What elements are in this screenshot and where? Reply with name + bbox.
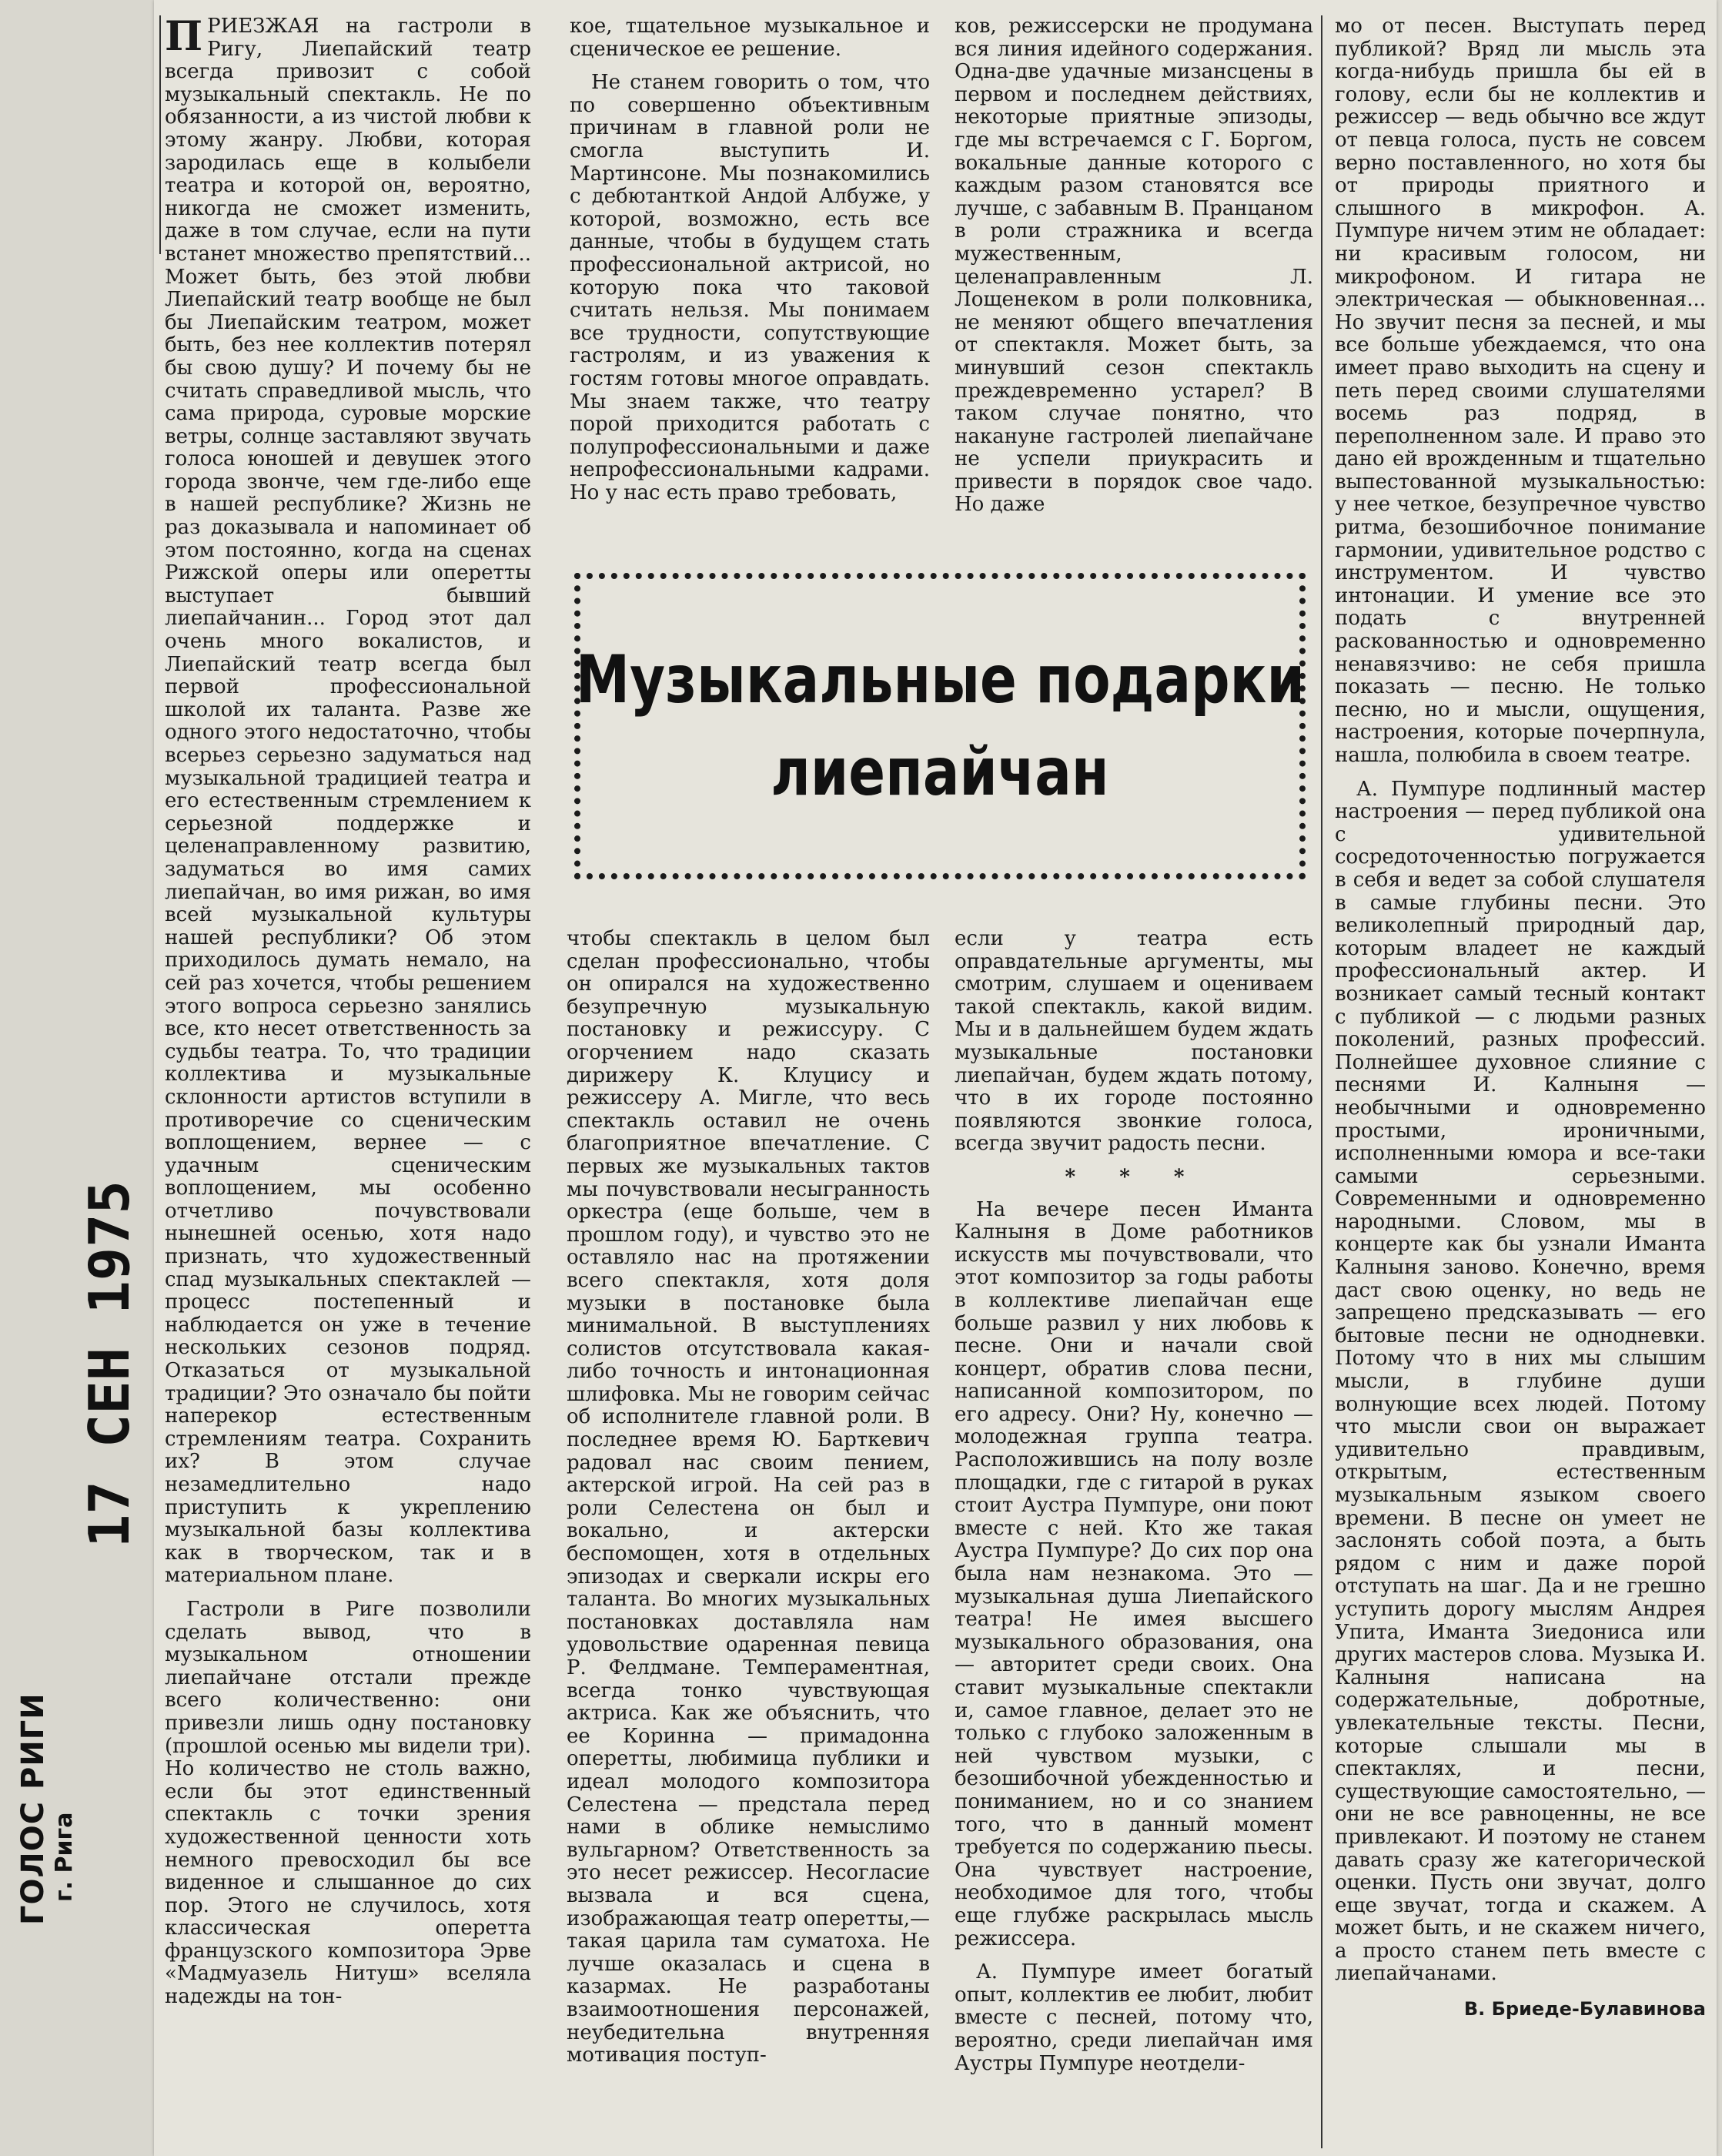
article-column-1: [165, 15, 531, 2148]
article-column-4: [1335, 15, 1706, 2148]
article-column-3-top: [955, 15, 1313, 547]
paragraph: РИЕЗЖАЯ на гастроли в Ригу, Лиепайский театр всегда привозит с собой музыкальный спектакль. Не по обязанности, а из чистой любви к этому жанру. Любви, которая зародилась еще в колыбели театра и которой он, вероятно, никогда не сможет изменить, даже в том случае, если на пути встанет множество препятствий... Может быть, без этой любви Лиепайский театр вообще не был бы Лиепайским театром, может быть, без нее коллектив потерял бы свою душу? И почему бы не считать справедливой мысль, что сама природа, суровые морские ветры, солнце заставляют звучать голоса юношей и девушек этого города звонче, чем где-либо еще в нашей республике? Жизнь не раз доказывала и напоминает об этом постоянно, когда на сценах Рижской оперы или оперетты выступает бывший лиепайчанин... Город этот дал очень много вокалистов, и Лиепайский театр всегда был первой профессиональной школой их таланта. Разве же одного этого недостаточно, чтобы всерьез серьезно задуматься над музыкальной традицией театра и его естественным стремлением к серьезной поддержке и целенаправленному развитию, задуматься во имя самих лиепайчан, во имя рижан, во имя всей музыкальной культуры нашей республики? Об этом приходилось думать немало, на сей раз хочется, чтобы решением этого вопроса серьезно занялись все, кто несет ответственность за судьбы театра. То, что традиции коллектива и музыкальные склонности артистов вступили в противоречие со сценическим воплощением, вернее — с удачным сценическим воплощением, мы особенно отчетливо почувствовали нынешней осенью, хотя надо признать, что художественный спад музыкальных спектаклей — процесс постепенный и наблюдается он уже в течение нескольких сезонов подряд. Отказаться от музыкальной традиции? Это означало бы пойти наперекор естественным стремлениям театра. Сохранить их? В этом случае незамедлительно надо приступить к укреплению музыкальной базы коллектива как в творческом, так и в материальном плане.: [165, 15, 531, 1588]
paragraph: мо от песен. Выступать перед публикой? Вряд ли мысль эта когда-нибудь пришла бы ей в голову, если бы не коллектив и режиссер — ведь обычно все ждут от певца голоса, пусть не совсем верно поставленного, но хотя бы от природы приятного и слышного в микрофон. А. Пумпуре ничем этим не обладает: ни красивым голосом, ни микрофоном. И гитара не электрическая — обыкновенная... Но звучит песня за песней, и мы все больше убеждаемся, что она имеет право выходить на сцену и петь перед своими слушателями восемь раз подряд, в переполненном зале. И право это дано ей врожденным и тщательно выпестованной музыкальностью: у нее четкое, безупречное чувство ритма, безошибочное понимание гармонии, удивительное родство с инструментом. И чувство интонации. И умение все это подать с внутренней раскованностью и одновременно ненавязчиво: не себя пришла показать — песню. Не только песню, но и мысли, ощущения, настроения, которые почерпнула, нашла, полюбила в своем театре.: [1335, 15, 1706, 767]
newspaper-name: ГОЛОС РИГИ: [15, 1692, 51, 1925]
paragraph: А. Пумпуре подлинный мастер настроения — перед публикой она с удивительной сосредоточенностью погружается в себя и ведет за собой слушателя в самые глубины песни. Это великолепный природный дар, которым владеет не каждый профессиональный актер. И возникает самый тесный контакт с публикой — с людьми разных поколений, разных профессий. Полнейшее духовное слияние с песнями И. Калныня — необычными и одновременно простыми, ироничными, исполненными юмора и все-таки самыми серьезными. Современными и одновременно народными. Словом, мы в концерте как бы узнали Иманта Калныня заново. Конечно, время даст свою оценку, но ведь не запрещено предсказывать — его бытовые песни не однодневки. Потому что в них мы слышим мысли, в глубине души волнующие всех людей. Потому что мысли свои он выражает удивительно правдивым, открытым, естественным музыкальным языком своего времени. В песне он умеет не заслонять собой поэта, а быть рядом с ним и даже порой отступать на шаг. Да и не грешно уступить дорогу мыслям Андрея Упита, Иманта Зиедониса или других мастеров слова. Музыка И. Калныня написана на содержательные, добротные, увлекательные тексты. Песни, которые слышали мы в спектаклях, и песни, существующие самостоятельно, — они не все равноценны, не все привлекают. И поэтому не станем давать сразу же категорической оценки. Пусть они звучат, долго еще звучат, тогда и скажем. А может быть, и не скажем ничего, а просто станем петь вместе с лиепайчанами.: [1335, 777, 1706, 1986]
article-column-2-top: [570, 15, 930, 547]
column-rule: [159, 15, 161, 254]
column-rule: [1321, 15, 1322, 2148]
paragraph: Не станем говорить о том, что по совершенно объективным причинам в главной роли не смогла выступить И. Мартинсоне. Мы познакомились с дебютанткой Андой Албуже, у которой, возможно, есть все данные, чтобы в будущем стать профессиональной актрисой, но которую пока что таковой считать нельзя. Мы понимаем все трудности, сопутствующие гастролям, и из уважения к гостям готовы многое оправдать. Мы знаем также, что театру порой приходится работать с полупрофессиональными и даже непрофессиональными кадрами. Но у нас есть право требовать,: [570, 71, 930, 504]
section-divider: * * *: [1065, 1165, 1203, 1189]
newspaper-stamp: [15, 1692, 123, 1925]
paragraph: если у театра есть оправдательные аргументы, мы смотрим, слушаем и оцениваем такой спектакль, какой видим. Мы и в дальнейшем будем ждать музыкальные постановки лиепайчан, будем ждать потому, что в их городе постоянно появляются звонкие голоса, всегда звучит радость песни.: [955, 928, 1313, 1156]
date-stamp: 17 СЕН 1975: [77, 1180, 142, 1548]
headline-line-1: Музыкальные подарки: [575, 641, 1305, 718]
headline-line-2: лиепайчан: [771, 734, 1109, 811]
paragraph: чтобы спектакль в целом был сделан профессионально, чтобы он опирался на художественно безупречную музыкальную постановку и режиссуру. С огорчением надо сказать дирижеру К. Клуцису и режиссеру А. Мигле, что весь спектакль оставил не очень благоприятное впечатление. С первых же музыкальных тактов мы почувствовали несыгранность оркестра (еще больше, чем в прошлом году), и чувство это не оставляло нас на протяжении всего спектакля, хотя доля музыки в постановке была минимальной. В выступлениях солистов отсутствовала какая-либо точность и интонационная шлифовка. Мы не говорим сейчас об исполнителе главной роли. В последнее время Ю. Барткевич радовал нас своим пением, актерской игрой. На сей раз в роли Селестена он был и вокально, и актерски беспомощен, хотя в отдельных эпизодах и сверкали искры его таланта. Во многих музыкальных постановках доставляла нам удовольствие одаренная певица Р. Фелдмане. Темпераментная, всегда тонко чувствующая актриса. Как же объяснить, что ее Коринна — примадонна оперетты, любимица публики и идеал молодого композитора Селестена — предстала перед нами в облике немыслимо вульгарном? Ответственность за это несет режиссер. Несогласие вызвала и вся сцена, изображающая театр оперетты,—такая царила там суматоха. Не лучше оказалась и сцена в казармах. Не разработаны взаимоотношения персонажей, неубедительна внутренняя мотивация поступ-: [567, 928, 930, 2067]
author-signature: В. Бриеде-Булавинова: [1463, 1998, 1706, 2020]
paragraph: А. Пумпуре имеет богатый опыт, коллектив ее любит, любит вместе с песней, потому что, вероятно, среди лиепайчан имя Аустры Пумпуре неотдели-: [955, 1960, 1313, 2075]
headline-box: [574, 573, 1306, 879]
paragraph: ков, режиссерски не продумана вся линия идейного содержания. Одна-две удачные мизансцены в первом и последнем действиях, некоторые приятные эпизоды, где мы встречаемся с Г. Боргом, вокальные данные которого с каждым разом становятся все лучше, с забавным В. Пранцаном в роли стражника и всегда мужественным, целенаправленным Л. Лощенеком в роли полковника, не меняют общего впечатления от спектакля. Может быть, за минувший сезон спектакль преждевременно устарел? В таком случае понятно, что накануне гастролей лиепайчане не успели приукрасить и привести в порядок свое чадо. Но даже: [955, 15, 1313, 517]
drop-cap: П: [165, 15, 203, 60]
article-column-3-bottom: [955, 928, 1313, 2152]
paragraph: Гастроли в Риге позволили сделать вывод, что в музыкальном отношении лиепайчане отстали прежде всего количественно: они привезли лишь одну постановку (прошлой осенью мы видели три). Но количество не столь важно, если бы этот единственный спектакль с точки зрения художественной ценности хоть немного превосходил бы все виденное и слышанное до сих пор. Этого не случилось, хотя классическая оперетта французского композитора Эрве «Мадмуазель Нитуш» вселяла надежды на тон-: [165, 1597, 531, 2009]
paragraph: кое, тщательное музыкальное и сценическое ее решение.: [570, 15, 930, 61]
newspaper-city: г. Рига: [51, 1812, 78, 1902]
paragraph: На вечере песен Иманта Калныня в Доме работников искусств мы почувствовали, что этот композитор за годы работы в коллективе лиепайчан еще больше развил у них любовь к песне. Они и начали свой концерт, обратив слова песни, написанной композитором, по его адресу. Они? Ну, конечно — молодежная группа театра. Расположившись на полу возле площадки, где с гитарой в руках стоит Аустра Пумпуре, они поют вместе с ней. Кто же такая Аустра Пумпуре? До сих пор она была нам незнакома. Это — музыкальная душа Лиепайского театра! Не имея высшего музыкального образования, она — авторитет среди своих. Она ставит музыкальные спектакли и, самое главное, делает это не только с глубоко заложенным в ней чувством музыки, с безошибочной убежденностью и пониманием, но и со знанием того, что в данный момент требуется по содержанию пьесы. Она чувствует настроение, необходимое для того, чтобы еще глубже раскрылась мысль режиссера.: [955, 1197, 1313, 1950]
article-column-2-bottom: [567, 928, 930, 2152]
